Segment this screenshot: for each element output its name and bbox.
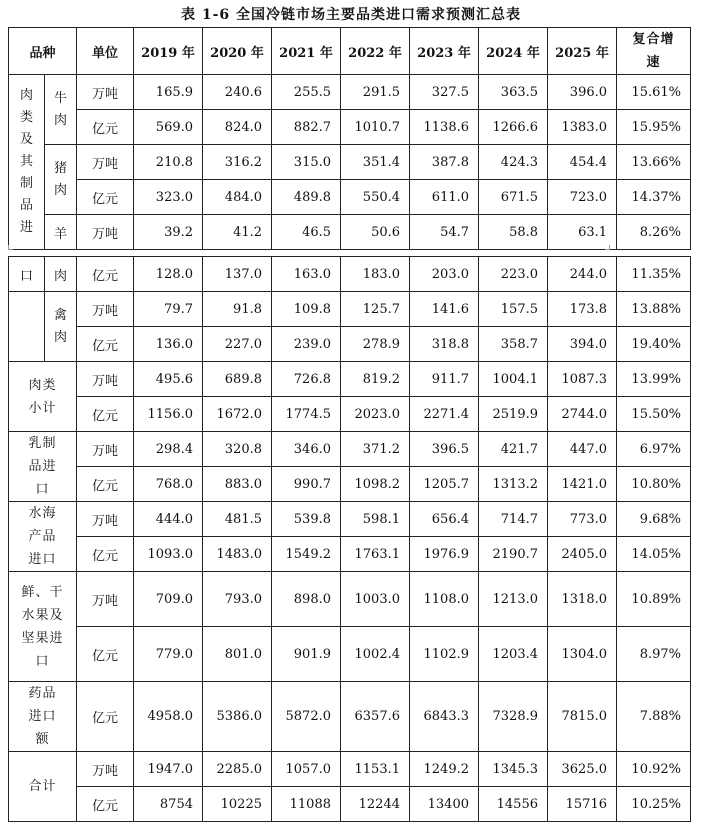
value-cell: 203.0 xyxy=(410,257,479,292)
value-cell: 1093.0 xyxy=(134,537,203,572)
unit-cell: 亿元 xyxy=(77,327,134,362)
value-cell: 50.6 xyxy=(341,215,410,250)
value-cell: 41.2 xyxy=(203,215,272,250)
unit-cell: 万吨 xyxy=(77,215,134,250)
unit-cell: 亿元 xyxy=(77,257,134,292)
value-cell: 484.0 xyxy=(203,180,272,215)
value-cell: 550.4 xyxy=(341,180,410,215)
value-cell: 539.8 xyxy=(272,502,341,537)
value-cell: 394.0 xyxy=(548,327,617,362)
cagr-cell: 13.66% xyxy=(617,145,691,180)
value-cell: 2023.0 xyxy=(341,397,410,432)
value-cell: 898.0 xyxy=(272,572,341,627)
cagr-cell: 6.97% xyxy=(617,432,691,467)
value-cell: 801.0 xyxy=(203,627,272,682)
header-year: 2023 年 xyxy=(410,28,479,75)
value-cell: 298.4 xyxy=(134,432,203,467)
value-cell: 91.8 xyxy=(203,292,272,327)
value-cell: 481.5 xyxy=(203,502,272,537)
value-cell: 12244 xyxy=(341,787,410,822)
value-cell: 793.0 xyxy=(203,572,272,627)
cagr-cell: 11.35% xyxy=(617,257,691,292)
value-cell: 125.7 xyxy=(341,292,410,327)
value-cell: 5386.0 xyxy=(203,682,272,752)
value-cell: 1318.0 xyxy=(548,572,617,627)
header-year: 2022 年 xyxy=(341,28,410,75)
unit-cell: 万吨 xyxy=(77,432,134,467)
value-cell: 323.0 xyxy=(134,180,203,215)
value-cell: 315.0 xyxy=(272,145,341,180)
value-cell: 318.8 xyxy=(410,327,479,362)
value-cell: 6843.3 xyxy=(410,682,479,752)
table-row xyxy=(9,110,691,145)
value-cell: 1153.1 xyxy=(341,752,410,787)
cagr-cell: 13.99% xyxy=(617,362,691,397)
header-cagr: 复合增速 xyxy=(617,28,691,75)
value-cell: 1102.9 xyxy=(410,627,479,682)
value-cell: 371.2 xyxy=(341,432,410,467)
value-cell: 1057.0 xyxy=(272,752,341,787)
value-cell: 1004.1 xyxy=(479,362,548,397)
value-cell: 11088 xyxy=(272,787,341,822)
value-cell: 709.0 xyxy=(134,572,203,627)
value-cell: 7815.0 xyxy=(548,682,617,752)
value-cell: 1249.2 xyxy=(410,752,479,787)
value-cell: 39.2 xyxy=(134,215,203,250)
value-cell: 327.5 xyxy=(410,75,479,110)
value-cell: 351.4 xyxy=(341,145,410,180)
unit-cell: 亿元 xyxy=(77,537,134,572)
value-cell: 2190.7 xyxy=(479,537,548,572)
value-cell: 1549.2 xyxy=(272,537,341,572)
value-cell: 157.5 xyxy=(479,292,548,327)
value-cell: 165.9 xyxy=(134,75,203,110)
sub-mutton: 羊 xyxy=(45,215,77,250)
table-row xyxy=(9,292,691,327)
value-cell: 1421.0 xyxy=(548,467,617,502)
value-cell: 1266.6 xyxy=(479,110,548,145)
value-cell: 495.6 xyxy=(134,362,203,397)
cagr-cell: 10.92% xyxy=(617,752,691,787)
header-year: 2024 年 xyxy=(479,28,548,75)
table-row xyxy=(9,180,691,215)
unit-cell: 万吨 xyxy=(77,752,134,787)
value-cell: 223.0 xyxy=(479,257,548,292)
value-cell: 611.0 xyxy=(410,180,479,215)
table-row xyxy=(9,682,691,752)
value-cell: 46.5 xyxy=(272,215,341,250)
value-cell: 137.0 xyxy=(203,257,272,292)
value-cell: 656.4 xyxy=(410,502,479,537)
value-cell: 883.0 xyxy=(203,467,272,502)
value-cell: 14556 xyxy=(479,787,548,822)
value-cell: 255.5 xyxy=(272,75,341,110)
unit-cell: 万吨 xyxy=(77,572,134,627)
cagr-cell: 19.40% xyxy=(617,327,691,362)
value-cell: 363.5 xyxy=(479,75,548,110)
category-dairy: 乳制品进口 xyxy=(9,432,77,502)
value-cell: 2285.0 xyxy=(203,752,272,787)
value-cell: 6357.6 xyxy=(341,682,410,752)
value-cell: 1947.0 xyxy=(134,752,203,787)
value-cell: 2405.0 xyxy=(548,537,617,572)
crop-mark xyxy=(8,245,13,250)
cagr-cell: 8.26% xyxy=(617,215,691,250)
table-row xyxy=(9,787,691,822)
table-row xyxy=(9,467,691,502)
value-cell: 1138.6 xyxy=(410,110,479,145)
value-cell: 671.5 xyxy=(479,180,548,215)
crop-mark xyxy=(605,245,610,250)
value-cell: 1205.7 xyxy=(410,467,479,502)
unit-cell: 亿元 xyxy=(77,110,134,145)
cagr-cell: 15.95% xyxy=(617,110,691,145)
category-fruit: 鲜、干水果及坚果进口 xyxy=(9,572,77,682)
cagr-cell: 9.68% xyxy=(617,502,691,537)
value-cell: 163.0 xyxy=(272,257,341,292)
value-cell: 291.5 xyxy=(341,75,410,110)
header-row xyxy=(9,28,691,75)
value-cell: 210.8 xyxy=(134,145,203,180)
sub-beef: 牛肉 xyxy=(45,75,77,145)
value-cell: 136.0 xyxy=(134,327,203,362)
value-cell: 63.1 xyxy=(548,215,617,250)
header-unit: 单位 xyxy=(77,28,134,75)
value-cell: 1672.0 xyxy=(203,397,272,432)
value-cell: 2744.0 xyxy=(548,397,617,432)
sub-pork: 猪肉 xyxy=(45,145,77,215)
value-cell: 882.7 xyxy=(272,110,341,145)
header-year: 2025 年 xyxy=(548,28,617,75)
unit-cell: 万吨 xyxy=(77,362,134,397)
value-cell: 1383.0 xyxy=(548,110,617,145)
table-row xyxy=(9,432,691,467)
value-cell: 569.0 xyxy=(134,110,203,145)
value-cell: 424.3 xyxy=(479,145,548,180)
value-cell: 396.5 xyxy=(410,432,479,467)
table-row xyxy=(9,257,691,292)
value-cell: 726.8 xyxy=(272,362,341,397)
value-cell: 15716 xyxy=(548,787,617,822)
unit-cell: 万吨 xyxy=(77,145,134,180)
value-cell: 1010.7 xyxy=(341,110,410,145)
value-cell: 358.7 xyxy=(479,327,548,362)
table-row xyxy=(9,752,691,787)
value-cell: 1098.2 xyxy=(341,467,410,502)
unit-cell: 万吨 xyxy=(77,292,134,327)
unit-cell: 亿元 xyxy=(77,467,134,502)
unit-cell: 亿元 xyxy=(77,627,134,682)
table-row xyxy=(9,362,691,397)
value-cell: 79.7 xyxy=(134,292,203,327)
value-cell: 1156.0 xyxy=(134,397,203,432)
forecast-table-bottom xyxy=(8,256,691,822)
value-cell: 598.1 xyxy=(341,502,410,537)
unit-cell: 万吨 xyxy=(77,75,134,110)
value-cell: 911.7 xyxy=(410,362,479,397)
value-cell: 1304.0 xyxy=(548,627,617,682)
table-row xyxy=(9,327,691,362)
value-cell: 901.9 xyxy=(272,627,341,682)
value-cell: 58.8 xyxy=(479,215,548,250)
unit-cell: 亿元 xyxy=(77,787,134,822)
value-cell: 173.8 xyxy=(548,292,617,327)
value-cell: 689.8 xyxy=(203,362,272,397)
value-cell: 387.8 xyxy=(410,145,479,180)
table-row xyxy=(9,145,691,180)
value-cell: 421.7 xyxy=(479,432,548,467)
value-cell: 773.0 xyxy=(548,502,617,537)
cagr-cell: 7.88% xyxy=(617,682,691,752)
value-cell: 320.8 xyxy=(203,432,272,467)
value-cell: 141.6 xyxy=(410,292,479,327)
header-year: 2021 年 xyxy=(272,28,341,75)
table-row xyxy=(9,627,691,682)
cagr-cell: 15.50% xyxy=(617,397,691,432)
value-cell: 454.4 xyxy=(548,145,617,180)
value-cell: 240.6 xyxy=(203,75,272,110)
page-break xyxy=(8,245,690,256)
category-meat-subtotal: 肉类小计 xyxy=(9,362,77,432)
value-cell: 1203.4 xyxy=(479,627,548,682)
value-cell: 278.9 xyxy=(341,327,410,362)
table-row xyxy=(9,397,691,432)
header-category: 品种 xyxy=(9,28,77,75)
value-cell: 1003.0 xyxy=(341,572,410,627)
forecast-table-top xyxy=(8,27,691,250)
category-meat-import-blank xyxy=(9,292,45,362)
table-row xyxy=(9,502,691,537)
value-cell: 13400 xyxy=(410,787,479,822)
value-cell: 183.0 xyxy=(341,257,410,292)
value-cell: 8754 xyxy=(134,787,203,822)
value-cell: 3625.0 xyxy=(548,752,617,787)
value-cell: 10225 xyxy=(203,787,272,822)
value-cell: 779.0 xyxy=(134,627,203,682)
value-cell: 316.2 xyxy=(203,145,272,180)
header-year: 2019 年 xyxy=(134,28,203,75)
category-meat-import-cont: 口 xyxy=(9,257,45,292)
value-cell: 5872.0 xyxy=(272,682,341,752)
table-row xyxy=(9,75,691,110)
value-cell: 4958.0 xyxy=(134,682,203,752)
cagr-cell: 13.88% xyxy=(617,292,691,327)
value-cell: 1108.0 xyxy=(410,572,479,627)
cagr-cell: 10.89% xyxy=(617,572,691,627)
category-medicine: 药品进口额 xyxy=(9,682,77,752)
value-cell: 2519.9 xyxy=(479,397,548,432)
value-cell: 1313.2 xyxy=(479,467,548,502)
value-cell: 1774.5 xyxy=(272,397,341,432)
unit-cell: 亿元 xyxy=(77,682,134,752)
value-cell: 714.7 xyxy=(479,502,548,537)
unit-cell: 亿元 xyxy=(77,180,134,215)
unit-cell: 亿元 xyxy=(77,397,134,432)
value-cell: 128.0 xyxy=(134,257,203,292)
value-cell: 109.8 xyxy=(272,292,341,327)
cagr-cell: 8.97% xyxy=(617,627,691,682)
value-cell: 346.0 xyxy=(272,432,341,467)
header-year: 2020 年 xyxy=(203,28,272,75)
value-cell: 768.0 xyxy=(134,467,203,502)
category-meat-import: 肉类及其制品进 xyxy=(9,75,45,250)
value-cell: 447.0 xyxy=(548,432,617,467)
category-total: 合计 xyxy=(9,752,77,822)
value-cell: 1213.0 xyxy=(479,572,548,627)
cagr-cell: 14.37% xyxy=(617,180,691,215)
value-cell: 1345.3 xyxy=(479,752,548,787)
cagr-cell: 14.05% xyxy=(617,537,691,572)
category-seafood: 水海产品进口 xyxy=(9,502,77,572)
cagr-cell: 10.25% xyxy=(617,787,691,822)
value-cell: 1976.9 xyxy=(410,537,479,572)
value-cell: 990.7 xyxy=(272,467,341,502)
value-cell: 239.0 xyxy=(272,327,341,362)
table-title: 表 1-6 全国冷链市场主要品类进口需求预测汇总表 xyxy=(180,7,522,23)
value-cell: 444.0 xyxy=(134,502,203,537)
value-cell: 227.0 xyxy=(203,327,272,362)
value-cell: 723.0 xyxy=(548,180,617,215)
value-cell: 1483.0 xyxy=(203,537,272,572)
cagr-cell: 15.61% xyxy=(617,75,691,110)
value-cell: 2271.4 xyxy=(410,397,479,432)
table-row xyxy=(9,572,691,627)
value-cell: 824.0 xyxy=(203,110,272,145)
sub-mutton-cont: 肉 xyxy=(45,257,77,292)
value-cell: 54.7 xyxy=(410,215,479,250)
cagr-cell: 10.80% xyxy=(617,467,691,502)
value-cell: 396.0 xyxy=(548,75,617,110)
value-cell: 819.2 xyxy=(341,362,410,397)
value-cell: 7328.9 xyxy=(479,682,548,752)
value-cell: 1087.3 xyxy=(548,362,617,397)
value-cell: 244.0 xyxy=(548,257,617,292)
sub-poultry: 禽肉 xyxy=(45,292,77,362)
value-cell: 1763.1 xyxy=(341,537,410,572)
table-row xyxy=(9,537,691,572)
value-cell: 489.8 xyxy=(272,180,341,215)
unit-cell: 万吨 xyxy=(77,502,134,537)
value-cell: 1002.4 xyxy=(341,627,410,682)
